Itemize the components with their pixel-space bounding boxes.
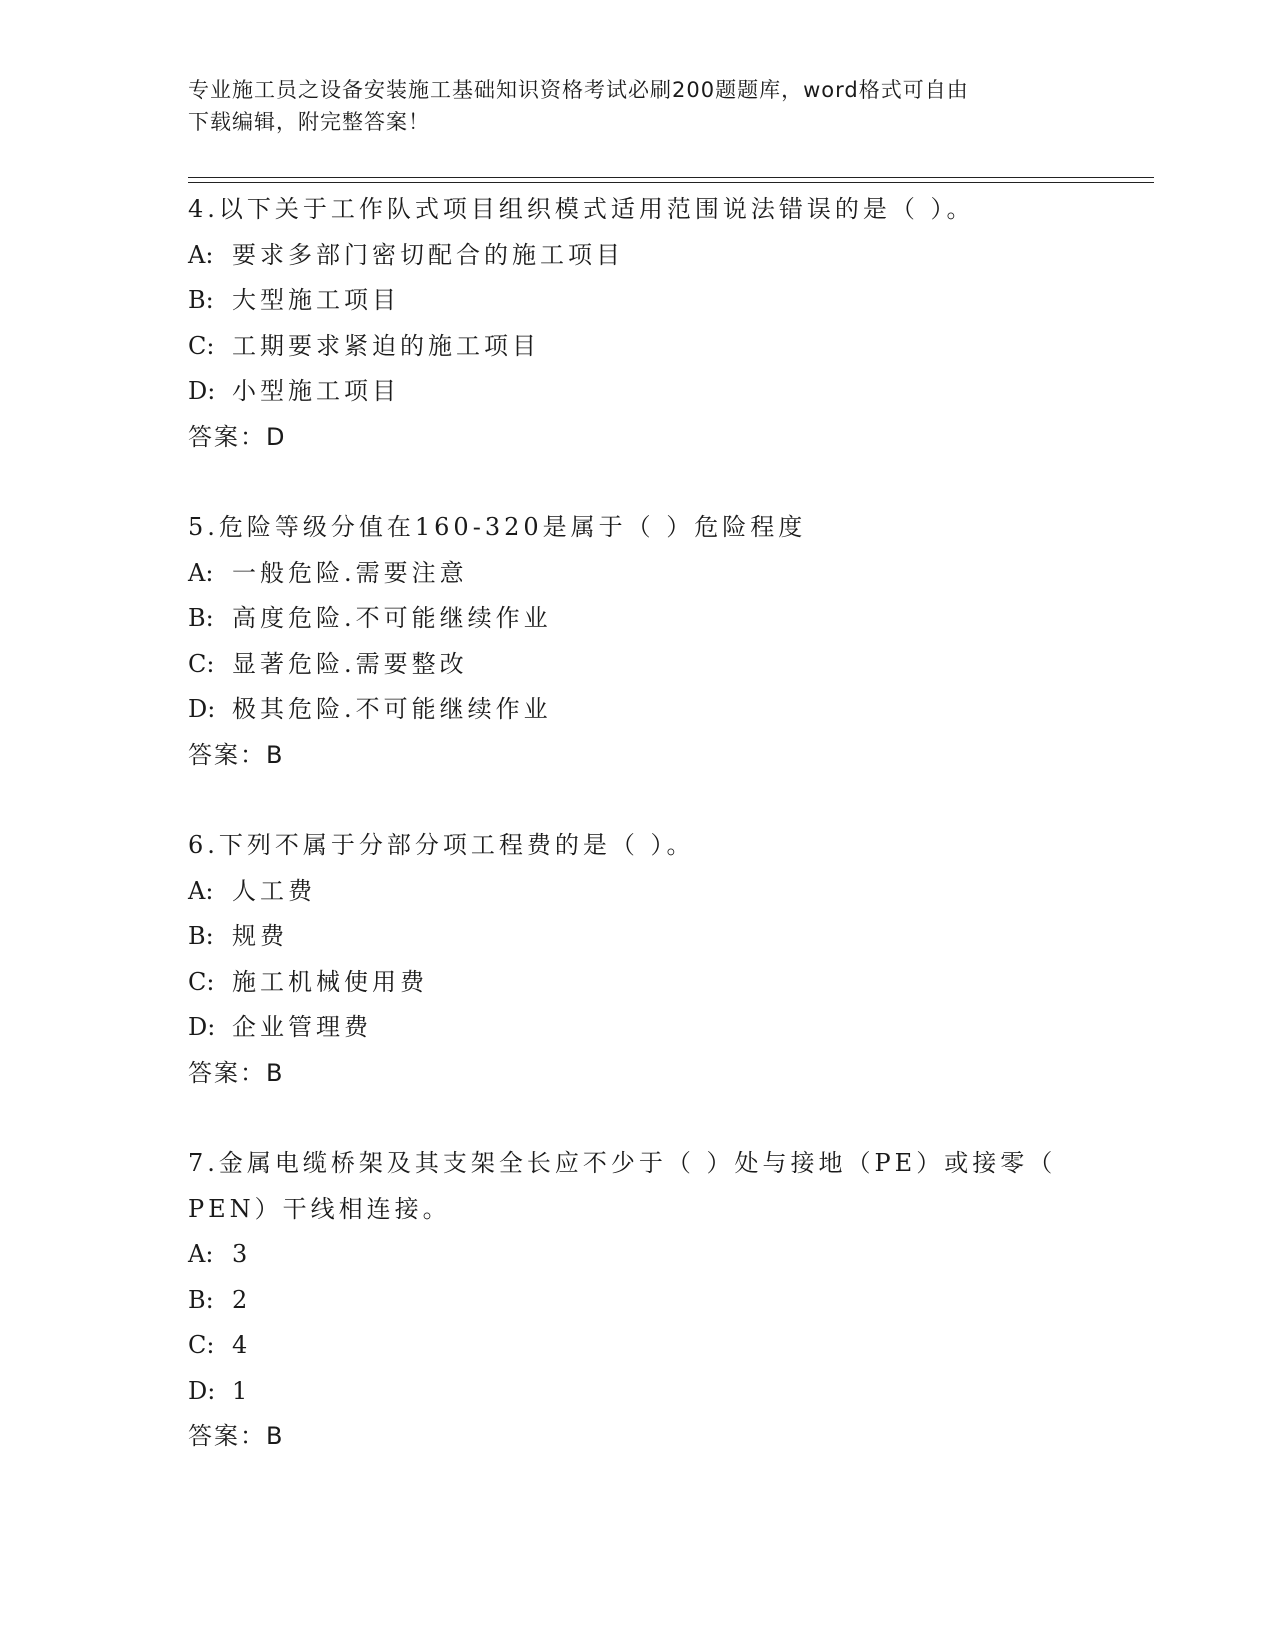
question-5: [188, 505, 1088, 778]
option-b: [188, 1278, 1088, 1324]
question-4: [188, 187, 1088, 460]
header-title-line-1: 专业施工员之设备安装施工基础知识资格考试必刷200题题库，word格式可自由: [188, 78, 969, 102]
option-text: 施工机械使用费: [232, 967, 428, 996]
option-letter: C:: [188, 967, 215, 996]
option-d: [188, 1005, 1088, 1051]
answer-label: 答案：D: [188, 422, 287, 451]
answer-label: 答案：B: [188, 1422, 285, 1450]
question-stem: 5.危险等级分值在160-320是属于（ ）危险程度: [188, 513, 807, 541]
option-letter: D:: [188, 377, 216, 405]
header-divider-bottom: [188, 182, 1154, 183]
question-stem: 4.以下关于工作队式项目组织模式适用范围说法错误的是（ ）。: [188, 195, 975, 223]
option-letter: C:: [188, 649, 215, 678]
option-a: [188, 551, 1088, 597]
option-letter: D:: [188, 1376, 216, 1405]
option-text: 大型施工项目: [232, 286, 400, 314]
question-stem-line-2: PEN）干线相连接。: [188, 1194, 451, 1223]
option-letter: A:: [188, 876, 214, 905]
option-text: 小型施工项目: [232, 377, 400, 405]
option-text: 人工费: [232, 876, 316, 905]
option-text: 一般危险.需要注意: [232, 558, 468, 587]
option-text: 1: [232, 1376, 252, 1405]
option-c: [188, 324, 1088, 370]
option-c: [188, 960, 1088, 1006]
answer-label: 答案：B: [188, 1058, 285, 1087]
option-letter: C:: [188, 331, 215, 360]
option-letter: C:: [188, 1331, 215, 1359]
option-letter: D:: [188, 1013, 216, 1041]
answer-label: 答案：B: [188, 740, 285, 769]
question-stem: 6.下列不属于分部分项工程费的是（ ）。: [188, 831, 695, 859]
option-letter: B:: [188, 286, 214, 314]
option-text: 规费: [232, 922, 288, 950]
option-a: [188, 1232, 1088, 1278]
option-letter: A:: [188, 1240, 214, 1268]
option-text: 高度危险.不可能继续作业: [232, 604, 552, 632]
option-b: [188, 914, 1088, 960]
option-letter: B:: [188, 922, 214, 950]
option-d: [188, 1369, 1088, 1415]
option-text: 显著危险.需要整改: [232, 649, 468, 678]
option-b: [188, 278, 1088, 324]
option-letter: B:: [188, 604, 214, 632]
question-6: [188, 823, 1088, 1096]
option-text: 工期要求紧迫的施工项目: [232, 331, 540, 360]
option-letter: A:: [188, 240, 214, 269]
option-letter: B:: [188, 1285, 214, 1314]
option-b: [188, 596, 1088, 642]
option-text: 4: [232, 1331, 252, 1359]
header-title-line-2: 下载编辑，附完整答案！: [188, 110, 430, 134]
option-text: 2: [232, 1285, 252, 1314]
header-divider-top: [188, 177, 1154, 178]
option-a: [188, 233, 1088, 279]
option-letter: A:: [188, 558, 214, 587]
document-header: [188, 74, 1068, 138]
option-d: [188, 369, 1088, 415]
option-text: 3: [232, 1240, 252, 1268]
option-text: 极其危险.不可能继续作业: [232, 695, 552, 723]
option-a: [188, 869, 1088, 915]
option-text: 要求多部门密切配合的施工项目: [232, 240, 624, 269]
option-d: [188, 687, 1088, 733]
option-c: [188, 1323, 1088, 1369]
question-7: [188, 1141, 1088, 1460]
option-text: 企业管理费: [232, 1013, 372, 1041]
question-stem-line-1: 7.金属电缆桥架及其支架全长应不少于（ ）处与接地（PE）或接零（: [188, 1149, 1057, 1177]
option-c: [188, 642, 1088, 688]
option-letter: D:: [188, 695, 216, 723]
